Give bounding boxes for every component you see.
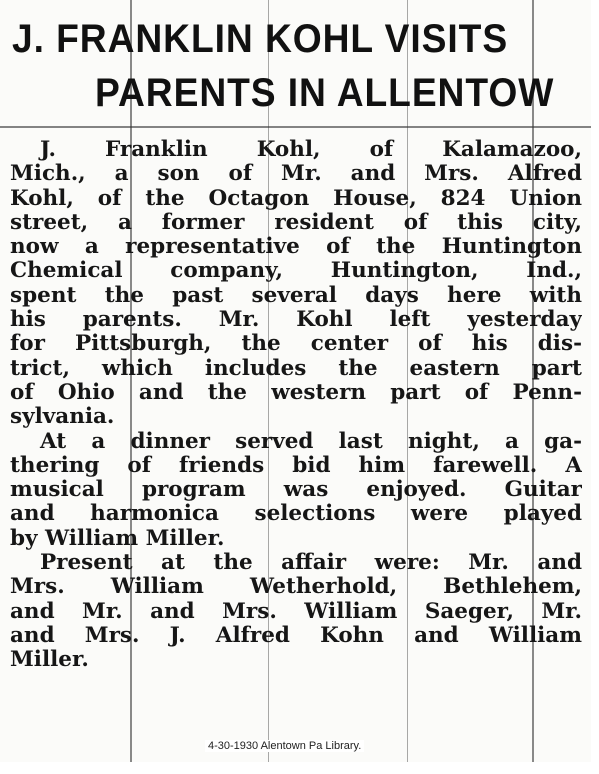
text-line: thering of friends bid him farewell. A (10, 453, 582, 478)
text-line: At a dinner served last night, a ga- (40, 429, 582, 454)
text-line: musical program was enjoyed. Guitar (10, 478, 582, 503)
text-line: now a representative of the Huntington (10, 235, 582, 260)
paragraph-1 (10, 138, 582, 430)
text-line: Chemical company, Huntington, Ind., (10, 259, 582, 284)
text-line: Kohl, of the Octagon House, 824 Union (10, 186, 582, 211)
text-line: Mrs. William Wetherhold, Bethlehem, (10, 575, 582, 600)
text-line: Mich., a son of Mr. and Mrs. Alfred (10, 162, 582, 187)
headline-divider (0, 126, 591, 128)
text-line: of Ohio and the western part of Penn- (10, 380, 582, 405)
headline-line-2: PARENTS IN ALLENTOW (95, 71, 555, 115)
text-line: Miller. (10, 648, 89, 673)
article-body (10, 138, 582, 673)
text-line: trict, which includes the eastern part (10, 356, 582, 381)
text-line: J. Franklin Kohl, of Kalamazoo, (40, 138, 582, 162)
paragraph-2 (10, 430, 582, 551)
text-line: his parents. Mr. Kohl left yesterday (10, 308, 582, 333)
text-line: and harmonica selections were played (10, 502, 582, 527)
page-margin-right (591, 0, 599, 774)
page-margin-bottom (0, 762, 599, 774)
text-line: by William Miller. (10, 526, 225, 551)
text-line: for Pittsburgh, the center of his dis- (10, 332, 582, 357)
headline-line-1: J. FRANKLIN KOHL VISITS (12, 17, 509, 61)
source-caption: 4-30-1930 Alentown Pa Library. (205, 740, 364, 752)
text-line: street, a former resident of this city, (10, 210, 582, 235)
text-line: spent the past several days here with (10, 283, 582, 308)
text-line: and Mr. and Mrs. William Saeger, Mr. (10, 599, 582, 624)
text-line: Present at the affair were: Mr. and (40, 551, 582, 576)
text-line: sylvania. (10, 405, 115, 430)
paragraph-3 (10, 551, 582, 672)
text-line: and Mrs. J. Alfred Kohn and William (10, 623, 582, 648)
